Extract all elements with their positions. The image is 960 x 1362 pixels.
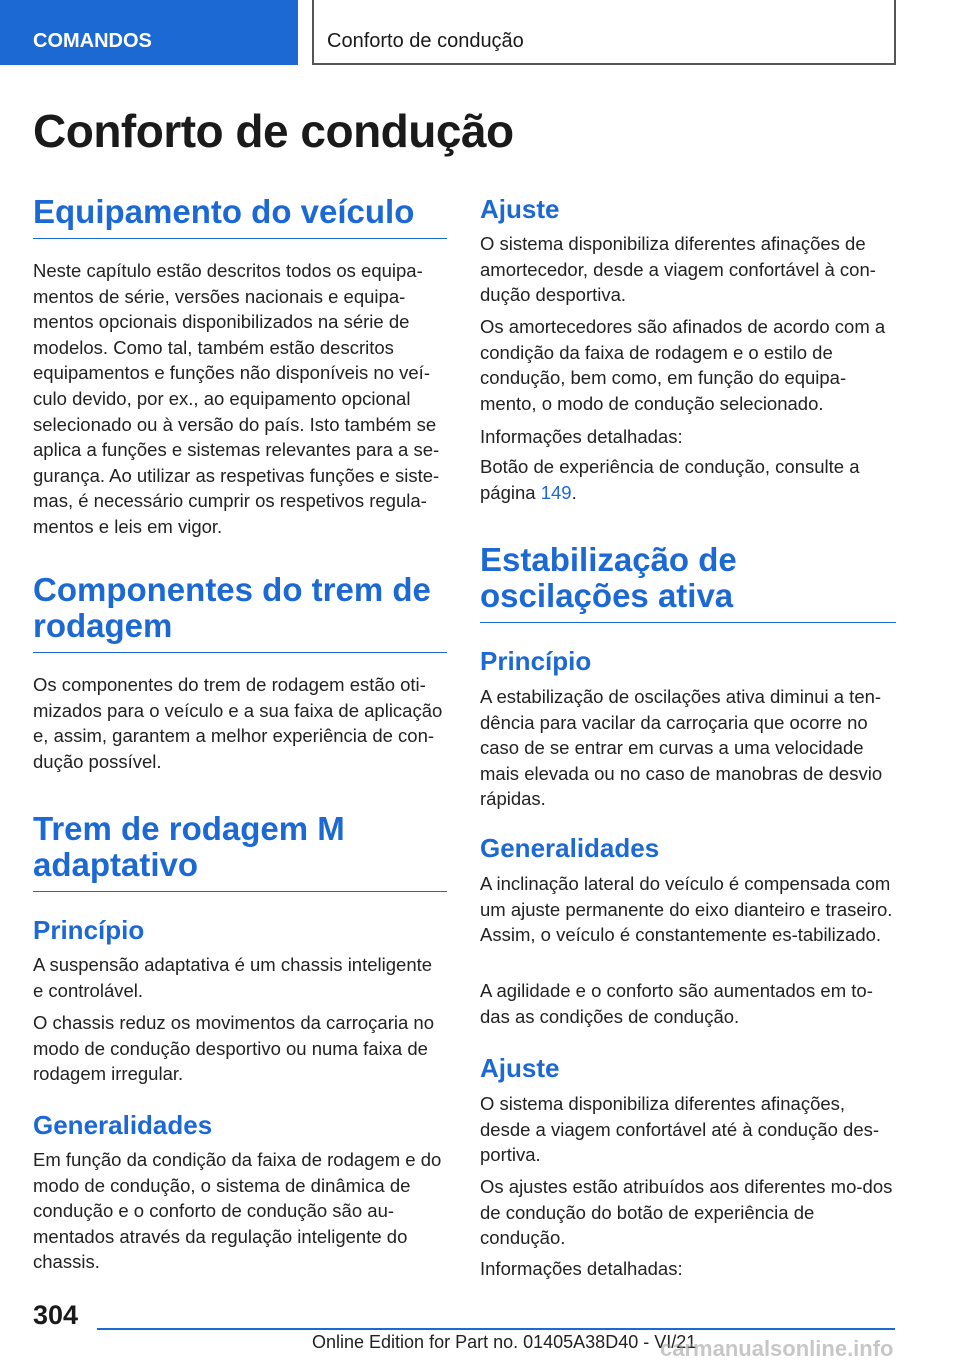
subheading-principio: Princípio [33, 915, 145, 945]
subheading-ajuste-1: Ajuste [480, 194, 560, 224]
paragraph-ajuste-4 [480, 454, 896, 505]
subheading-generalidades: Generalidades [33, 1110, 213, 1140]
paragraph-equipamento: Neste capítulo estão descritos todos os equipa-mentos de série, versões nacionais e equipa-mentos opcionais disponibilizados na série de modelos. Como tal, também estão descritos equipamentos e funções não disponíveis no veí-culo devido, por ex., ao equipamento opcional selecionado ou à versão do país. Isto também se aplica a funções e sistemas relevantes para a se-gurança. Ao utilizar as respetivas funções e siste-mas, é necessário cumprir os respetivos regula-mentos e leis em vigor. [33, 260, 440, 537]
chapter-label: Conforto de condução [327, 30, 524, 52]
paragraph-ajuste-estab-3: Informações detalhadas: [480, 1258, 683, 1279]
heading-componentes: Componentes do trem de rodagem [33, 572, 447, 653]
page-link-149[interactable]: 149 [540, 481, 572, 503]
paragraph-componentes: Os componentes do trem de rodagem estão oti-mizados para o veículo e a sua faixa de aplicação e, assim, garantem a melhor experiência de con-dução possível. [33, 674, 443, 772]
paragraph-ajuste-1: O sistema disponibiliza diferentes afinações de amortecedor, desde a viagem confortável à con-dução desportiva. [480, 233, 876, 306]
paragraph-generalidades-estab-1: A inclinação lateral do veículo é compensada com um ajuste permanente do eixo dianteiro e traseiro. Assim, o veículo é constantemente es-tabilizado. [480, 873, 893, 946]
chapter-tab [312, 0, 896, 65]
section-label: COMANDOS [33, 30, 152, 52]
footer-rule [97, 1328, 895, 1330]
subheading-ajuste-2: Ajuste [480, 1053, 560, 1083]
paragraph-principio-1: A suspensão adaptativa é um chassis inteligente e controlável. [33, 954, 433, 1001]
paragraph-generalidades-estab-2: A agilidade e o conforto são aumentados em to-das as condições de condução. [480, 980, 873, 1027]
page-number: 304 [33, 1300, 79, 1330]
paragraph-ajuste-3: Informações detalhadas: [480, 426, 683, 447]
paragraph-principio-estab: A estabilização de oscilações ativa diminui a ten-dência para vacilar da carroçaria que ocorre no caso de se entrar em curvas a uma velocidade mais elevada ou no caso de manobras de desvio rápidas. [480, 686, 883, 810]
section-tab [0, 0, 298, 65]
page-title: Conforto de condução [33, 105, 514, 157]
paragraph-principio-2: O chassis reduz os movimentos da carroçaria no modo de condução desportivo ou numa faixa de rodagem irregular. [33, 1012, 435, 1085]
paragraph-ajuste-4-suffix: . [571, 481, 577, 503]
paragraph-ajuste-estab-1: O sistema disponibiliza diferentes afinações, desde a viagem confortável até à condução des-portiva. [480, 1093, 880, 1166]
paragraph-generalidades: Em função da condição da faixa de rodagem e do modo de condução, o sistema de dinâmica de condução e o conforto de condução são au-mentados através da regulação inteligente do chassis. [33, 1149, 442, 1273]
paragraph-ajuste-estab-2: Os ajustes estão atribuídos aos diferentes mo-dos de condução do botão de experiência de condução. [480, 1176, 893, 1249]
paragraph-ajuste-2: Os amortecedores são afinados de acordo com a condição da faixa de rodagem e o estilo de condução, bem como, em função do equipa-mento, o modo de condução selecionado. [480, 316, 886, 414]
subheading-principio-2: Princípio [480, 646, 592, 676]
paragraph-ajuste-4-text: Botão de experiência de condução, consulte a página [480, 456, 860, 503]
heading-estabilizacao: Estabilização de oscilações ativa [480, 542, 896, 623]
heading-equipamento: Equipamento do veículo [33, 194, 447, 239]
watermark: carmanualsonline.info [660, 1336, 894, 1361]
heading-trem-m: Trem de rodagem M adaptativo [33, 811, 447, 892]
footer-edition: Online Edition for Part no. 01405A38D40 - VI/21 [312, 1332, 697, 1352]
subheading-generalidades-2: Generalidades [480, 833, 660, 863]
